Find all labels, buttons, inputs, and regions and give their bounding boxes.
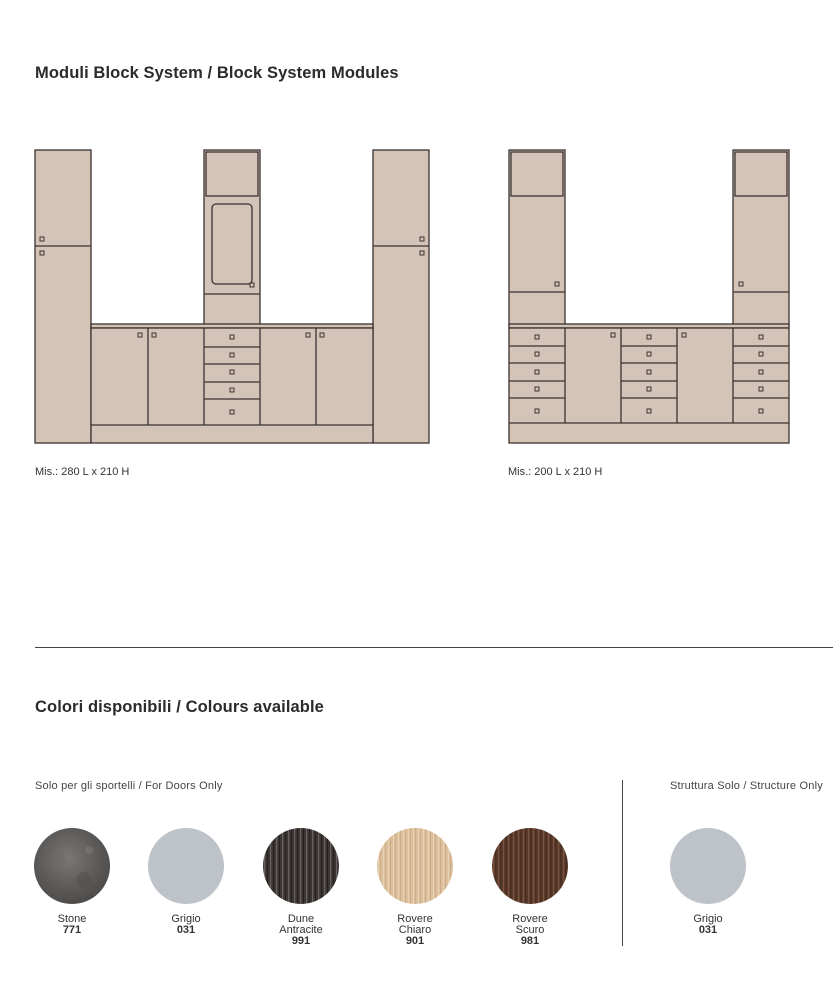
swatch-name: Rovere [397, 913, 433, 925]
vertical-divider [622, 780, 623, 946]
swatch-name: Dune [287, 913, 315, 925]
module-280-caption: Mis.: 280 L x 210 H [35, 466, 130, 478]
module-280-drawing [34, 149, 430, 445]
module-200-caption: Mis.: 200 L x 210 H [508, 466, 603, 478]
swatch-name: Grigio [693, 913, 723, 925]
swatch-code: 031 [698, 924, 718, 936]
colours-title: Colori disponibili / Colours available [35, 698, 324, 716]
modules-title: Moduli Block System / Block System Modules [35, 64, 399, 82]
swatch-code: 771 [62, 924, 82, 936]
swatch-name: Grigio [171, 913, 201, 925]
rovere-chiaro-swatch-icon [377, 828, 453, 904]
swatch-label-grigio [131, 914, 241, 936]
grigio-swatch-icon [148, 828, 224, 904]
dune-antracite-swatch-icon [263, 828, 339, 904]
swatch-label-rovere-chiaro [360, 914, 470, 947]
swatch-name-line2: Scuro [515, 924, 545, 936]
structure-grigio-swatch-icon [670, 828, 746, 904]
structure-only-label: Struttura Solo / Structure Only [670, 780, 823, 792]
swatch-name: Rovere [512, 913, 548, 925]
section-divider [35, 647, 833, 648]
swatch-name-line2: Antracite [279, 924, 323, 936]
swatch-code: 901 [405, 935, 425, 947]
swatch-label-dune-antracite [246, 914, 356, 947]
stone-swatch-icon [34, 828, 110, 904]
swatch-label-structure-grigio [653, 914, 763, 936]
swatch-label-stone [17, 914, 127, 936]
swatch-code: 031 [176, 924, 196, 936]
swatch-code: 991 [291, 935, 311, 947]
module-200-drawing [508, 149, 790, 445]
swatch-label-rovere-scuro [475, 914, 585, 947]
doors-only-label: Solo per gli sportelli / For Doors Only [35, 780, 223, 792]
swatch-name: Stone [57, 913, 87, 925]
swatch-name-line2: Chiaro [398, 924, 432, 936]
rovere-scuro-swatch-icon [492, 828, 568, 904]
swatch-code: 981 [520, 935, 540, 947]
